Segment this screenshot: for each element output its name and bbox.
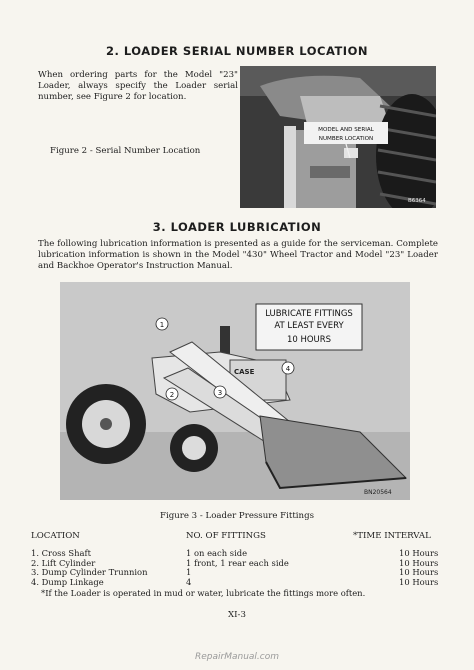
row-fittings: 1 on each side [186,548,248,558]
figure-3-photo [60,282,410,500]
figure-2-photo [240,66,436,208]
header-location: LOCATION [31,531,80,541]
table-row [0,558,474,568]
header-fittings: NO. OF FITTINGS [186,531,266,541]
lubrication-table [0,548,474,586]
figure-2-label-line1: MODEL AND SERIAL [318,127,374,133]
section-2-paragraph: When ordering parts for the Model "23" Loader, always specify the Loader serial number, see Figure 2 for location. [38,70,238,102]
figure-2-caption: Figure 2 - Serial Number Location [50,146,201,156]
figure-2-code: B6364 [408,198,426,204]
watermark: RepairManual.com [194,652,279,662]
figure-3-caption: Figure 3 - Loader Pressure Fittings [159,511,314,521]
table-row [0,577,474,587]
page-number: XI-3 [228,610,246,620]
figure-3-illustration [60,282,410,500]
callout-4: 4 [285,365,291,373]
row-fittings: 4 [186,576,192,587]
table-footnote: *If the Loader is operated in mud or water, lubricate the fittings more often. [41,588,366,598]
header-time-interval: *TIME INTERVAL [353,531,431,541]
section-2-title: 2. LOADER SERIAL NUMBER LOCATION [106,44,368,58]
row-location: 1. Cross Shaft [31,548,91,558]
table-row [0,548,474,558]
figure-2-label-line2: NUMBER LOCATION [318,136,374,142]
callout-3: 3 [217,389,223,397]
row-time: 10 Hours [399,557,439,568]
row-location: 3. Dump Cylinder Trunnion [31,567,148,578]
callout-2: 2 [169,391,175,399]
figure-3-sign-line3: 10 HOURS [286,335,332,345]
row-location: 4. Dump Linkage [31,576,104,587]
table-row [0,567,474,577]
section-3-paragraph: The following lubrication information is presented as a guide for the serviceman. Complete lubrication information is shown in the Model "430" Wheel Tractor and Model "23" Loader and Backhoe Operator's Instruction Manual. [38,239,438,271]
figure-3-sign-line1: LUBRICATE FITTINGS [265,309,353,319]
row-fittings: 1 front, 1 rear each side [186,557,289,568]
row-time: 10 Hours [399,548,439,558]
callout-1: 1 [159,321,165,329]
row-fittings: 1 [186,567,192,578]
figure-3-sign-line2: AT LEAST EVERY [274,321,344,331]
figure-2-illustration [240,66,436,208]
section-3-title: 3. LOADER LUBRICATION [152,220,322,234]
row-time: 10 Hours [399,567,439,578]
row-location: 2. Lift Cylinder [31,557,96,568]
figure-3-code: BN20564 [364,489,392,496]
row-time: 10 Hours [399,576,439,587]
figure-3-brand: CASE [234,368,255,376]
